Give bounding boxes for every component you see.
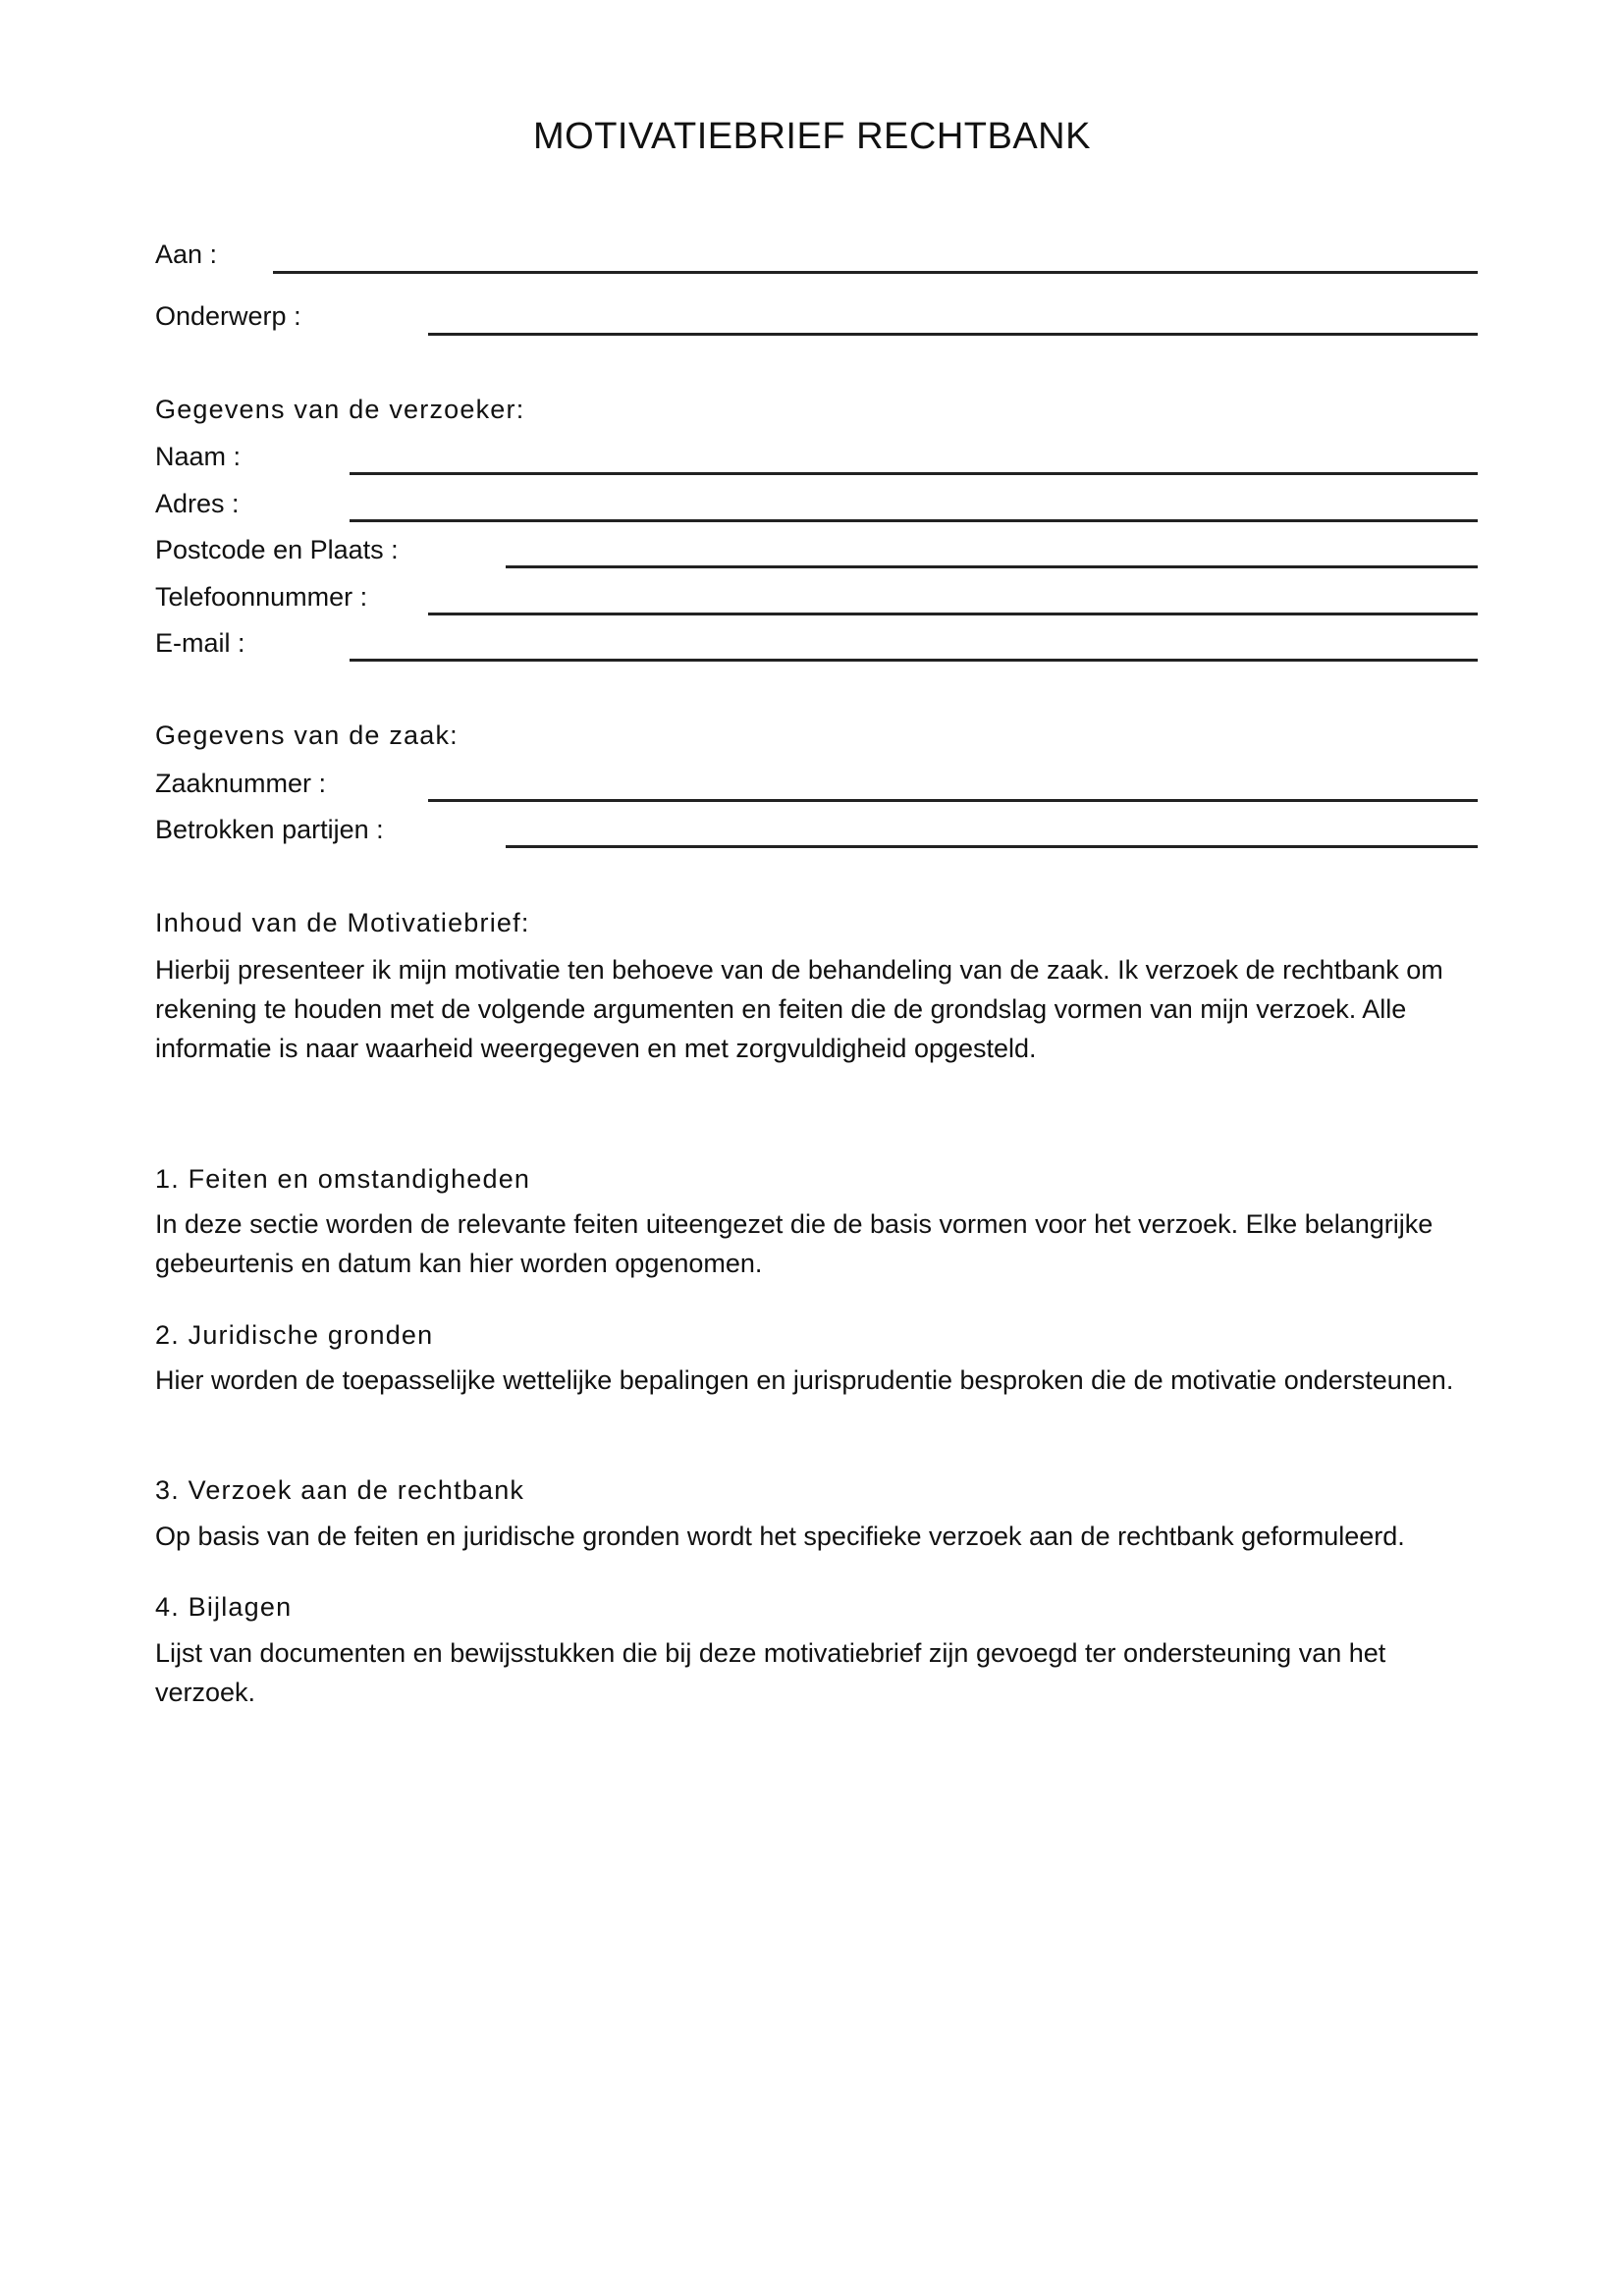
partijen-label: Betrokken partijen : <box>155 815 384 844</box>
postcode-field[interactable] <box>506 565 1478 568</box>
telefoon-field[interactable] <box>428 613 1478 615</box>
section-verzoek-heading: 3. Verzoek aan de rechtbank <box>155 1475 525 1505</box>
verzoeker-heading: Gegevens van de verzoeker: <box>155 395 525 424</box>
zaak-heading: Gegevens van de zaak: <box>155 721 459 750</box>
section-verzoek-body: Op basis van de feiten en juridische gronden wordt het specifieke verzoek aan de rechtbank geformuleerd. <box>155 1522 1405 1551</box>
partijen-field[interactable] <box>506 845 1478 848</box>
adres-label: Adres : <box>155 489 240 518</box>
document-title: MOTIVATIEBRIEF RECHTBANK <box>533 116 1091 157</box>
naam-field[interactable] <box>350 472 1478 475</box>
zaaknummer-label: Zaaknummer : <box>155 769 327 798</box>
section-bijlagen-body: Lijst van documenten en bewijsstukken die bij deze motivatiebrief zijn gevoegd ter ondersteuning van het verzoek. <box>155 1638 1386 1707</box>
inhoud-heading: Inhoud van de Motivatiebrief: <box>155 908 530 937</box>
section-juridisch-body: Hier worden de toepasselijke wettelijke bepalingen en jurisprudentie besproken die de motivatie ondersteunen. <box>155 1365 1454 1395</box>
section-feiten-heading: 1. Feiten en omstandigheden <box>155 1164 531 1194</box>
zaaknummer-field[interactable] <box>428 799 1478 802</box>
email-label: E-mail : <box>155 628 245 658</box>
inhoud-body: Hierbij presenteer ik mijn motivatie ten behoeve van de behandeling van de zaak. Ik verzoek de rechtbank om rekening te houden met de volgende argumenten en feiten die de grondslag vormen van mijn verzoek. Alle informatie is naar waarheid weergegeven en met zorgvuldigheid opgesteld. <box>155 955 1443 1063</box>
section-bijlagen-heading: 4. Bijlagen <box>155 1592 293 1622</box>
telefoon-label: Telefoonnummer : <box>155 582 368 612</box>
postcode-label: Postcode en Plaats : <box>155 535 399 564</box>
email-field[interactable] <box>350 659 1478 662</box>
section-juridisch-heading: 2. Juridische gronden <box>155 1320 434 1350</box>
adres-field[interactable] <box>350 519 1478 522</box>
aan-field[interactable] <box>273 271 1478 274</box>
onderwerp-field[interactable] <box>428 333 1478 336</box>
onderwerp-label: Onderwerp : <box>155 301 301 331</box>
section-feiten-body: In deze sectie worden de relevante feiten uiteengezet die de basis vormen voor het verzoek. Elke belangrijke gebeurtenis en datum kan hier worden opgenomen. <box>155 1209 1434 1278</box>
naam-label: Naam : <box>155 442 242 471</box>
aan-label: Aan : <box>155 240 218 269</box>
